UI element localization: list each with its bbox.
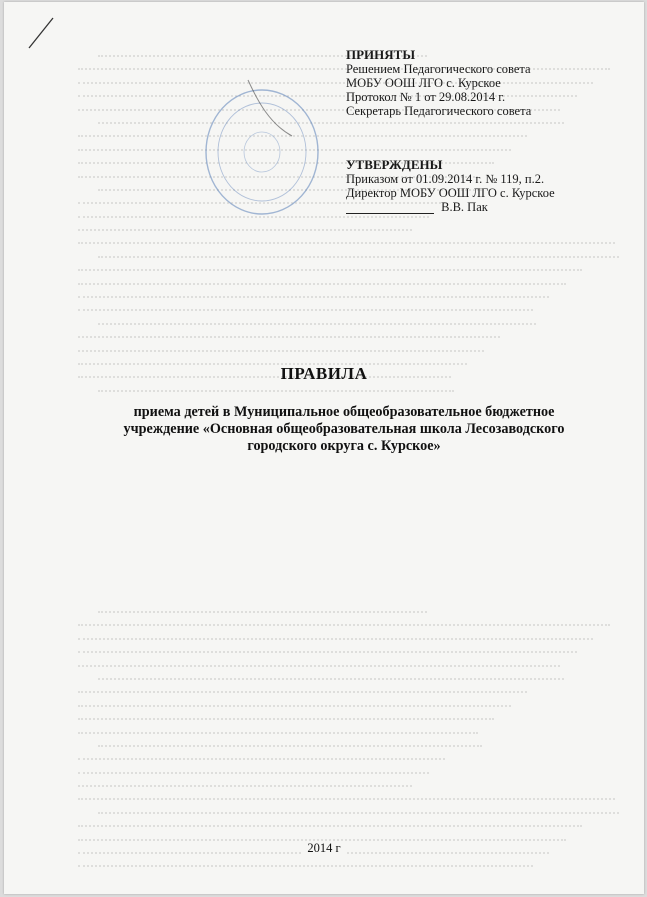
approved-heading: УТВЕРЖДЕНЫ xyxy=(346,157,443,172)
bleed-line xyxy=(78,274,566,285)
bleed-line xyxy=(98,803,619,814)
pen-stroke-mark xyxy=(26,12,56,52)
bleed-line xyxy=(78,696,511,707)
accepted-line: Протокол № 1 от 29.08.2014 г. xyxy=(346,90,506,104)
bleed-line xyxy=(78,260,582,271)
bleed-line xyxy=(98,247,619,258)
bleed-line xyxy=(78,233,615,244)
bleed-line xyxy=(78,656,560,667)
approved-line: Приказом от 01.09.2014 г. № 119, п.2. xyxy=(346,172,545,186)
bleed-line xyxy=(78,763,429,774)
bleed-through-text xyxy=(78,602,626,870)
bleed-line xyxy=(78,856,533,867)
approved-block xyxy=(346,158,555,214)
bleed-line xyxy=(78,629,593,640)
bleed-line xyxy=(78,642,577,653)
document-year-wrap xyxy=(4,841,644,856)
document-year: 2014 г xyxy=(303,841,344,856)
document-page xyxy=(4,2,644,894)
bleed-line xyxy=(78,341,484,352)
bleed-line xyxy=(78,682,527,693)
bleed-line xyxy=(78,776,412,787)
bleed-line xyxy=(78,816,582,827)
accepted-line: Секретарь Педагогического совета xyxy=(346,104,532,118)
accepted-line: Решением Педагогического совета xyxy=(346,62,531,76)
bleed-line xyxy=(78,749,445,760)
subtitle-line: приема детей в Муниципальное общеобразовательное бюджетное xyxy=(133,404,555,420)
bleed-line xyxy=(98,736,482,747)
bleed-line xyxy=(78,789,615,800)
bleed-line xyxy=(78,709,494,720)
document-title: ПРАВИЛА xyxy=(280,364,368,383)
bleed-line xyxy=(98,669,564,680)
bleed-line xyxy=(78,287,549,298)
accepted-heading: ПРИНЯТЫ xyxy=(346,47,416,62)
bleed-line xyxy=(98,602,427,613)
subtitle-line: учреждение «Основная общеобразовательная школа Лесозаводского xyxy=(123,421,565,437)
accepted-line: МОБУ ООШ ЛГО с. Курское xyxy=(346,76,501,90)
bleed-line xyxy=(78,830,566,841)
director-name: В.В. Пак xyxy=(441,200,488,214)
bleed-line xyxy=(78,327,500,338)
bleed-line xyxy=(78,615,610,626)
signature-line xyxy=(346,200,555,214)
approved-line: Директор МОБУ ООШ ЛГО с. Курское xyxy=(346,186,555,200)
signature-underline xyxy=(346,213,434,214)
accepted-block xyxy=(346,48,531,118)
bleed-line xyxy=(98,314,536,325)
bleed-line xyxy=(78,300,533,311)
subtitle-line: городского округа с. Курское» xyxy=(247,438,441,454)
bleed-line xyxy=(78,723,478,734)
document-subtitle xyxy=(104,404,584,455)
school-seal-stamp xyxy=(200,72,330,222)
